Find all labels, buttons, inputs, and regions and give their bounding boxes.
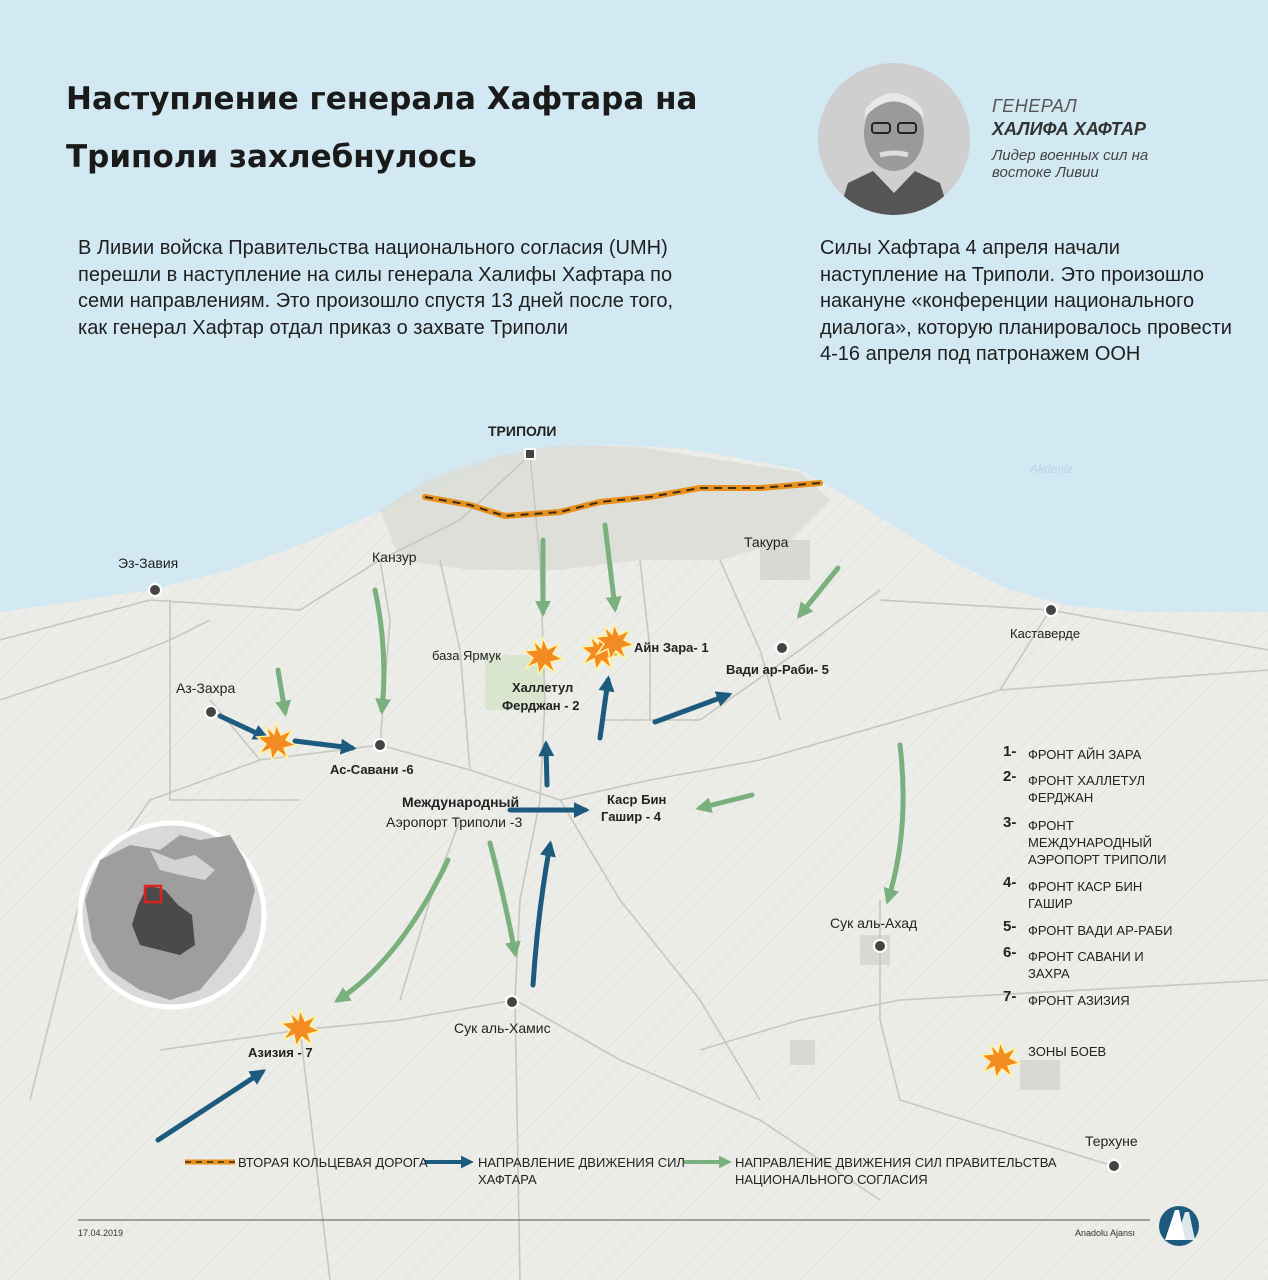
general-portrait bbox=[818, 63, 970, 215]
label-qasr-1: Каср Бин bbox=[607, 792, 667, 807]
label-aziziya: Азизия - 7 bbox=[248, 1045, 313, 1060]
label-tripoli: ТРИПОЛИ bbox=[488, 423, 557, 439]
title-line-1: Наступление генерала Хафтара на bbox=[66, 81, 698, 117]
label-suk-ahad: Сук аль-Ахад bbox=[830, 915, 918, 931]
label-wadi: Вади ар-Раби- 5 bbox=[726, 662, 829, 677]
legend-num-4: 4- bbox=[1003, 874, 1017, 891]
legend-text-7: ФРОНТ АЗИЗИЯ bbox=[1028, 993, 1130, 1008]
legend-num-6: 6- bbox=[1003, 944, 1017, 961]
label-zawiya: Эз-Завия bbox=[118, 555, 179, 571]
label-takura: Такура bbox=[744, 534, 789, 550]
label-kastaverde: Каставерде bbox=[1010, 626, 1081, 641]
label-hallet-1: Халлетул bbox=[512, 680, 574, 695]
legend-haftar-text: НАПРАВЛЕНИЕ ДВИЖЕНИЯ СИЛ ХАФТАРА bbox=[478, 1155, 685, 1187]
sea-label: Akdeniz bbox=[1030, 462, 1073, 476]
legend-battle-zones: ЗОНЫ БОЕВ bbox=[1028, 1044, 1107, 1059]
page-title bbox=[66, 70, 766, 186]
label-suk-khamis: Сук аль-Хамис bbox=[454, 1020, 551, 1036]
legend-text-3: ФРОНТ МЕЖДУНАРОДНЫЙ АЭРОПОРТ ТРИПОЛИ bbox=[1028, 818, 1167, 867]
legend-num-5: 5- bbox=[1003, 918, 1017, 935]
legend-ring-road-text: ВТОРАЯ КОЛЬЦЕВАЯ ДОРОГА bbox=[238, 1155, 428, 1170]
general-label: ГЕНЕРАЛ bbox=[992, 96, 1078, 116]
label-qasr-2: Гашир - 4 bbox=[601, 809, 661, 824]
footer-date: 17.04.2019 bbox=[78, 1228, 124, 1238]
title-line-2: Триполи захлебнулось bbox=[66, 139, 477, 175]
legend-text-6: ФРОНТ САВАНИ И ЗАХРА bbox=[1028, 949, 1144, 981]
label-terhune: Терхуне bbox=[1085, 1133, 1138, 1149]
footer-agency: Anadolu Ajansı bbox=[1075, 1228, 1136, 1238]
legend-num-7: 7- bbox=[1003, 988, 1017, 1005]
general-name: ХАЛИФА ХАФТАР bbox=[992, 119, 1147, 139]
legend-text-5: ФРОНТ ВАДИ АР-РАБИ bbox=[1028, 923, 1173, 938]
legend-gna-text: НАПРАВЛЕНИЕ ДВИЖЕНИЯ СИЛ ПРАВИТЕЛЬСТВА НАЦИОНАЛЬНОГО СОГЛАСИЯ bbox=[735, 1155, 1057, 1187]
label-hallet-2: Ферджан - 2 bbox=[502, 698, 580, 713]
label-kanzur: Канзур bbox=[372, 549, 417, 565]
inset-globe bbox=[80, 823, 264, 1007]
intro-paragraph-left: В Ливии войска Правительства национального согласия (UMH) перешли в наступление на силы генерала Халифы Хафтара по семи направлениям. Это произошло спустя 13 дней после того, как генерал Хафтар отдал приказ о захвате Триполи bbox=[78, 237, 674, 339]
intro-paragraph-right: Силы Хафтара 4 апреля начали наступление на Триполи. Это произошло накануне «конференции национального диалога», которую планировалось провести 4-16 апреля под патронажем ООН bbox=[820, 237, 1232, 365]
general-description: Лидер военных сил на востоке Ливии bbox=[992, 147, 1149, 181]
legend-text-1: ФРОНТ АЙН ЗАРА bbox=[1028, 747, 1142, 762]
aa-logo-icon bbox=[1159, 1206, 1199, 1246]
label-airport-1: Международный bbox=[402, 794, 520, 810]
legend-text-2: ФРОНТ ХАЛЛЕТУЛ ФЕРДЖАН bbox=[1028, 773, 1145, 805]
label-sawani: Ас-Савани -6 bbox=[330, 762, 414, 777]
legend-num-1: 1- bbox=[1003, 743, 1017, 760]
label-yarmuk: база Ярмук bbox=[432, 648, 501, 663]
legend-num-3: 3- bbox=[1003, 814, 1017, 831]
label-ain-zara: Айн Зара- 1 bbox=[634, 640, 709, 655]
label-zahra: Аз-Захра bbox=[176, 680, 236, 696]
legend-text-4: ФРОНТ КАСР БИН ГАШИР bbox=[1028, 879, 1143, 911]
label-airport-2: Аэропорт Триполи -3 bbox=[386, 814, 523, 830]
legend-num-2: 2- bbox=[1003, 768, 1017, 785]
